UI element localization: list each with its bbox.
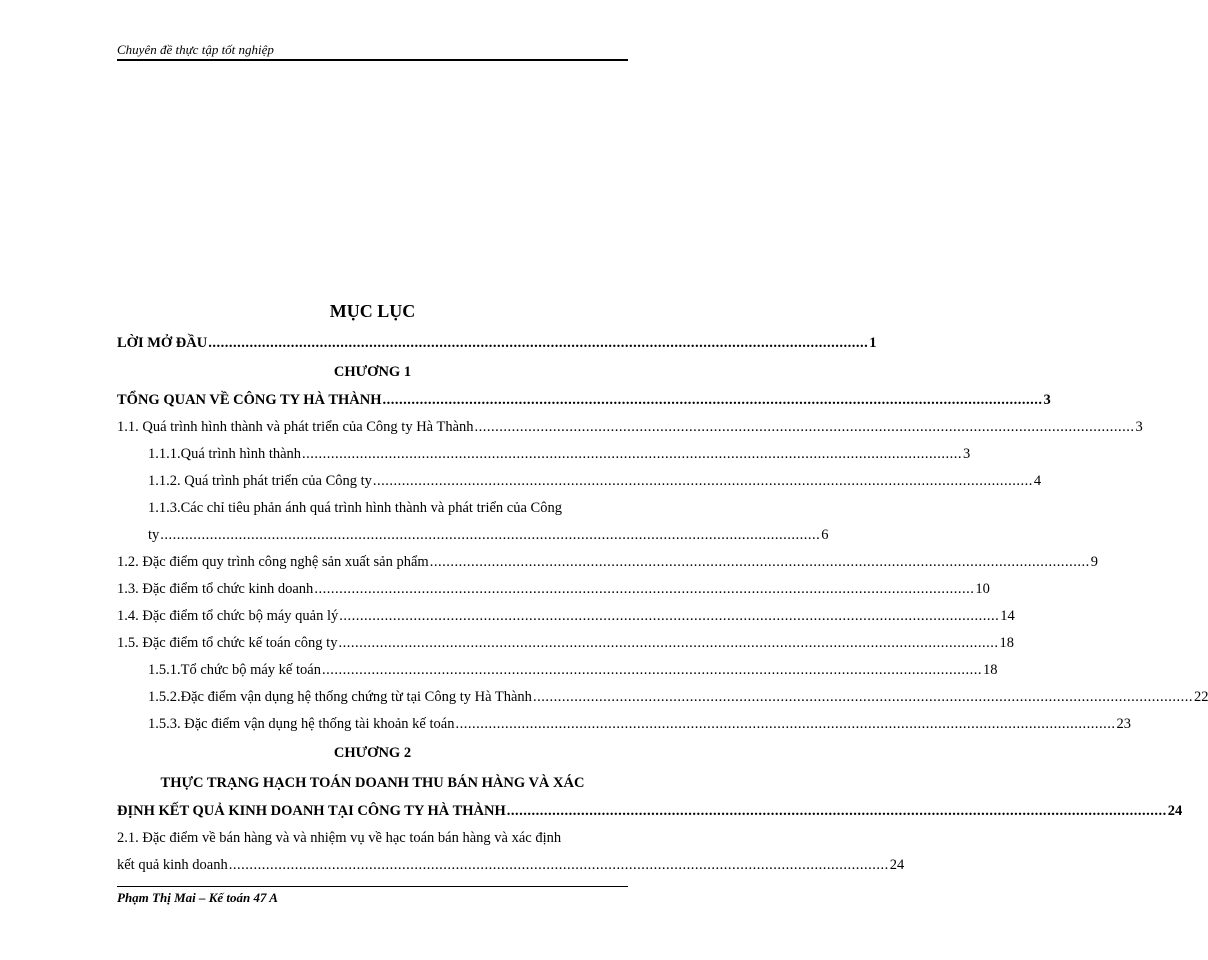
toc-entry-label: 1.1.1.Quá trình hình thành xyxy=(148,446,302,462)
toc-entry-page: 23 xyxy=(1116,716,1131,732)
leader-dots: ................................................................................................................................................................ xyxy=(339,608,1000,624)
toc-entry-page: 22 xyxy=(1193,689,1208,705)
leader-dots: ................................................................................................................................................................ xyxy=(160,527,821,543)
header-title: Chuyên đề thực tập tốt nghiệp xyxy=(117,42,274,57)
toc-entry[interactable] xyxy=(117,603,1015,630)
chapter-2-title-line-1: THỰC TRẠNG HẠCH TOÁN DOANH THU BÁN HÀNG VÀ XÁC xyxy=(160,775,585,791)
leader-dots: ................................................................................................................................................................ xyxy=(321,662,982,678)
leader-dots: ................................................................................................................................................................ xyxy=(338,635,999,651)
leader-dots: ................................................................................................................................................................ xyxy=(314,581,975,597)
toc-entry-chapter-1[interactable] xyxy=(117,387,1051,414)
toc-entry-page: 18 xyxy=(999,635,1014,651)
toc-entry-page: 24 xyxy=(889,857,905,873)
toc-entry-label: 1.5.1.Tổ chức bộ máy kế toán xyxy=(148,662,321,678)
toc-entry[interactable] xyxy=(117,549,1098,576)
footer-author: Phạm Thị Mai – Kế toán 47 A xyxy=(117,890,278,905)
toc-entry-page: 14 xyxy=(1000,608,1015,624)
toc-entry-label: 1.5.3. Đặc điểm vận dụng hệ thống tài khoản kế toán xyxy=(148,716,455,732)
leader-dots: ................................................................................................................................................................ xyxy=(372,473,1033,489)
toc-entry-label: 1.1.3.Các chỉ tiêu phản ánh quá trình hình thành và phát triển của Công xyxy=(148,500,562,516)
leader-dots: ................................................................................................................................................................ xyxy=(506,803,1167,819)
leader-dots: ................................................................................................................................................................ xyxy=(382,392,1043,408)
toc-entry-page: 24 xyxy=(1167,803,1183,819)
toc-entry-wrapped-line[interactable] xyxy=(117,495,628,522)
toc-entry-page: 3 xyxy=(1135,419,1143,435)
leader-dots: ................................................................................................................................................................ xyxy=(455,716,1116,732)
toc-entry[interactable] xyxy=(117,630,1014,657)
leader-dots: ................................................................................................................................................................ xyxy=(302,446,963,462)
leader-dots: ................................................................................................................................................................ xyxy=(208,335,869,351)
toc-entry-label-continued: ty xyxy=(148,527,160,543)
toc-title: MỤC LỤC xyxy=(329,301,416,321)
toc-entry-page: 18 xyxy=(982,662,998,678)
leader-dots: ................................................................................................................................................................ xyxy=(228,857,889,873)
toc-entry[interactable] xyxy=(117,468,1042,495)
toc-entry-label: 1.4. Đặc điểm tổ chức bộ máy quản lý xyxy=(117,608,339,624)
toc-entry-page: 4 xyxy=(1033,473,1042,489)
page-footer xyxy=(117,886,628,907)
toc-entry-label: TỔNG QUAN VỀ CÔNG TY HÀ THÀNH xyxy=(117,392,382,408)
table-of-contents xyxy=(117,330,1208,879)
toc-entry-page: 6 xyxy=(821,527,829,543)
toc-entry-label: 1.1.2. Quá trình phát triển của Công ty xyxy=(148,473,372,489)
toc-entry-page: 3 xyxy=(963,446,971,462)
toc-entry[interactable] xyxy=(117,441,971,468)
toc-entry-label: LỜI MỞ ĐẦU xyxy=(117,335,208,351)
toc-entry[interactable] xyxy=(117,852,905,879)
toc-entry[interactable] xyxy=(117,684,1208,711)
toc-entry[interactable] xyxy=(117,522,829,549)
toc-entry-page: 10 xyxy=(975,581,990,597)
toc-entry-intro[interactable] xyxy=(117,330,877,357)
toc-entry-page: 9 xyxy=(1090,554,1098,570)
toc-entry-wrapped-line[interactable] xyxy=(117,825,628,852)
chapter-2-number: CHƯƠNG 2 xyxy=(333,745,412,761)
toc-entry-page: 1 xyxy=(869,335,877,351)
toc-entry[interactable] xyxy=(117,576,990,603)
toc-entry[interactable] xyxy=(117,711,1131,738)
leader-dots: ................................................................................................................................................................ xyxy=(429,554,1090,570)
toc-entry-chapter-2[interactable] xyxy=(117,798,1183,825)
toc-entry-label: 1.1. Quá trình hình thành và phát triển của Công ty Hà Thành xyxy=(117,419,474,435)
toc-entry-label: 1.5.2.Đặc điểm vận dụng hệ thống chứng từ tại Công ty Hà Thành xyxy=(148,689,532,705)
page-header xyxy=(117,42,628,61)
chapter-1-number: CHƯƠNG 1 xyxy=(333,364,412,380)
leader-dots: ................................................................................................................................................................ xyxy=(532,689,1193,705)
toc-entry-page: 3 xyxy=(1043,392,1051,408)
leader-dots: ................................................................................................................................................................ xyxy=(474,419,1135,435)
toc-entry-label: 1.2. Đặc điểm quy trình công nghệ sản xuất sản phẩm xyxy=(117,554,429,570)
toc-entry-label: 1.5. Đặc điểm tổ chức kế toán công ty xyxy=(117,635,338,651)
toc-entry-label-continued: kết quả kinh doanh xyxy=(117,857,228,873)
toc-entry-label: 1.3. Đặc điểm tổ chức kinh doanh xyxy=(117,581,314,597)
toc-entry[interactable] xyxy=(117,657,998,684)
toc-entry-label: 2.1. Đặc điểm về bán hàng và và nhiệm vụ về hạc toán bán hàng và xác định xyxy=(117,830,562,846)
toc-entry[interactable] xyxy=(117,414,1143,441)
toc-entry-label: ĐỊNH KẾT QUẢ KINH DOANH TẠI CÔNG TY HÀ THÀNH xyxy=(117,803,506,819)
